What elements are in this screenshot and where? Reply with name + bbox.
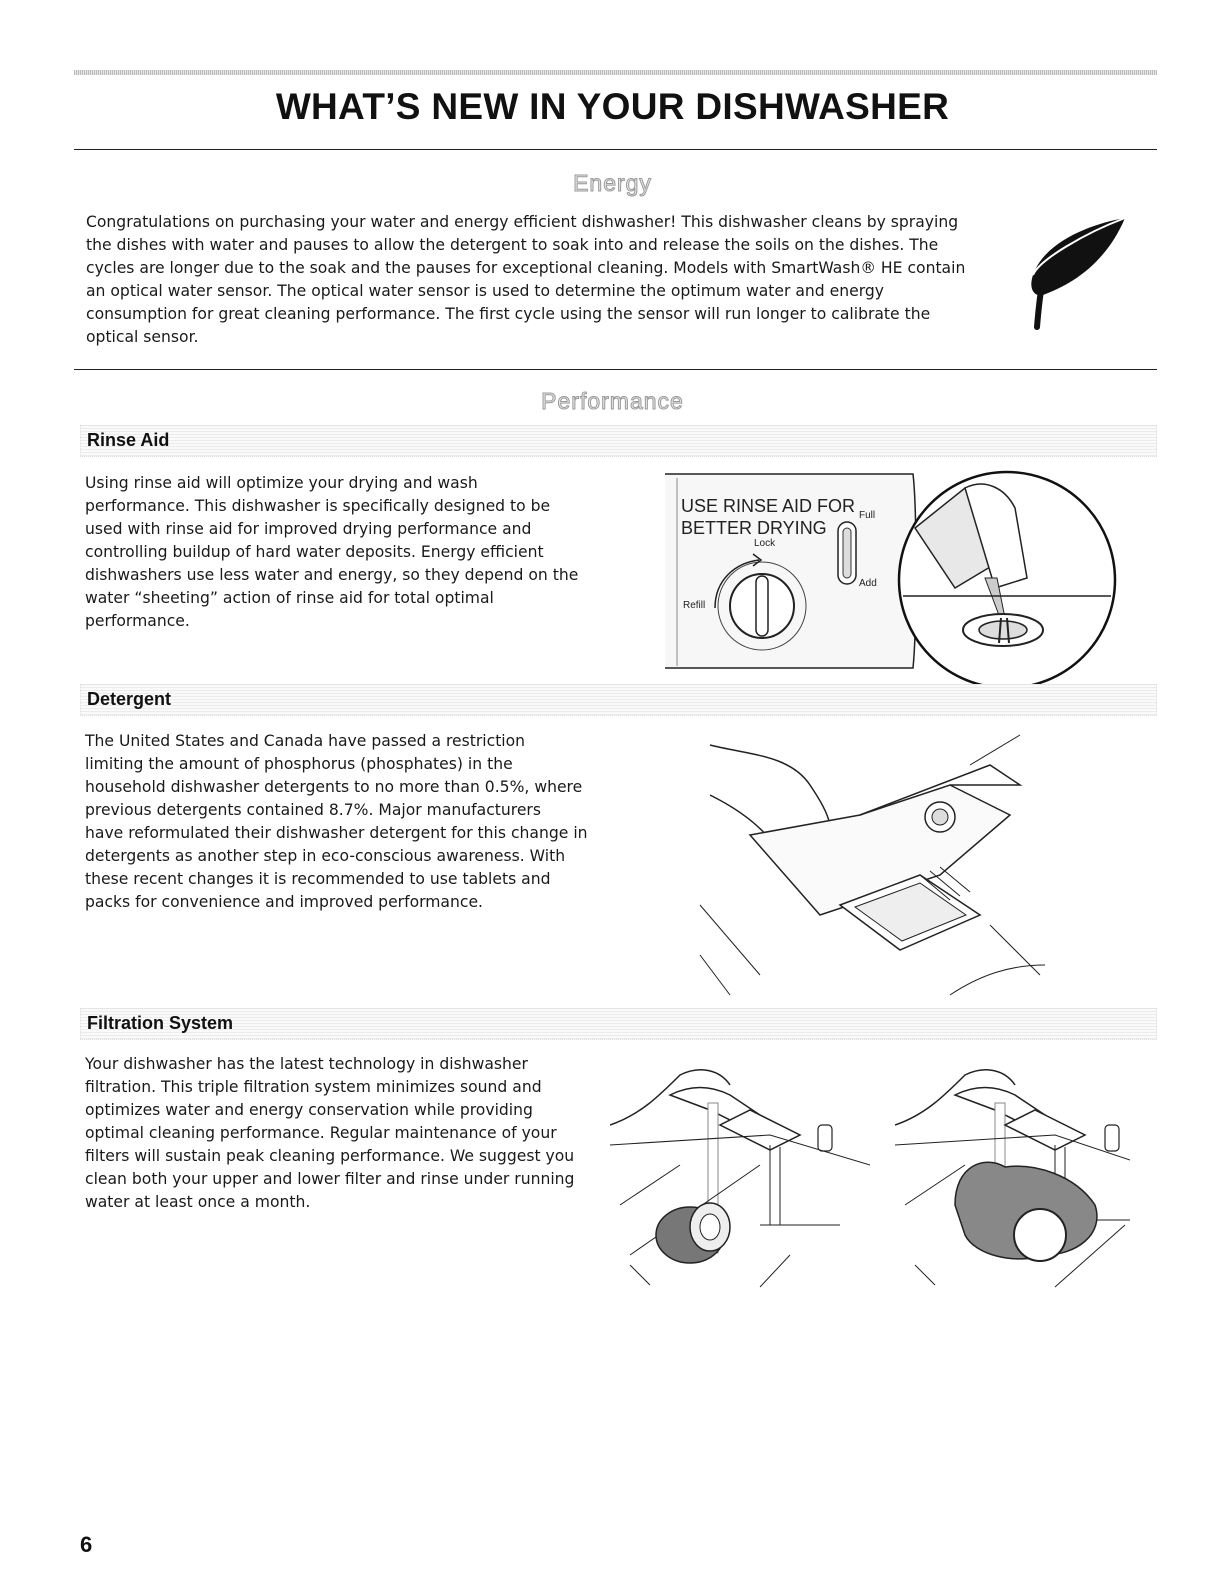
- energy-rule: [74, 369, 1157, 370]
- page-title: WHAT’S NEW IN YOUR DISHWASHER: [275, 86, 950, 127]
- leaf-icon: [1025, 215, 1135, 330]
- full-label: Full: [859, 510, 876, 521]
- rinse-aid-line: performance.: [85, 612, 190, 630]
- detergent-line: household dishwasher detergents to no more than 0.5%, where: [85, 778, 583, 796]
- filtration-line: clean both your upper and lower filter and rinse under running: [85, 1170, 575, 1188]
- filtration-line: filtration. This triple filtration system minimizes sound and: [85, 1078, 542, 1096]
- energy-line: an optical water sensor. The optical water sensor is used to determine the optimum water and energy: [86, 282, 884, 300]
- rinse-aid-paragraph: [85, 472, 625, 633]
- rinse-aid-title: Rinse Aid: [87, 430, 170, 450]
- detergent-line: The United States and Canada have passed a restriction: [85, 732, 526, 750]
- rinse-aid-line: water “sheeting” action of rinse aid for total optimal: [85, 589, 494, 607]
- rinse-aid-header-bar: [80, 425, 1157, 457]
- rinse-aid-line: controlling buildup of hard water deposits. Energy efficient: [85, 543, 544, 561]
- rinse-aid-label-line2: BETTER DRYING: [681, 518, 827, 538]
- detergent-line: have reformulated their dishwasher detergent for this change in: [85, 824, 588, 842]
- energy-line: optical sensor.: [86, 328, 199, 346]
- lock-label: Lock: [754, 538, 776, 549]
- filtration-line: filters will sustain peak cleaning performance. We suggest you: [85, 1147, 575, 1165]
- filtration-paragraph: [85, 1053, 625, 1214]
- page-number: 6: [80, 1532, 93, 1557]
- rinse-aid-line: performance. This dishwasher is specifically designed to be: [85, 497, 551, 515]
- detergent-paragraph: [85, 730, 625, 914]
- energy-line: consumption for great cleaning performance. The first cycle using the sensor will run longer to calibrate the: [86, 305, 931, 323]
- top-decorative-bar: [74, 70, 1157, 75]
- detergent-header-bar: [80, 684, 1157, 716]
- energy-line: cycles are longer due to the soak and the pauses for exceptional cleaning. Models with SmartWash® HE contain: [86, 259, 966, 277]
- detergent-line: limiting the amount of phosphorus (phosphates) in the: [85, 755, 513, 773]
- add-label: Add: [859, 578, 877, 589]
- detergent-line: packs for convenience and improved performance.: [85, 893, 483, 911]
- refill-label: Refill: [683, 600, 706, 611]
- title-rule: [74, 149, 1157, 150]
- detergent-line: these recent changes it is recommended to use tablets and: [85, 870, 551, 888]
- lower-filter-rinse-illustration: [895, 1055, 1130, 1290]
- filtration-line: optimal cleaning performance. Regular maintenance of your: [85, 1124, 557, 1142]
- rinse-aid-line: dishwashers use less water and energy, so they depend on the: [85, 566, 579, 584]
- energy-paragraph: [86, 211, 1016, 349]
- rinse-aid-line: used with rinse aid for improved drying performance and: [85, 520, 532, 538]
- performance-heading: Performance: [541, 388, 684, 414]
- rinse-aid-dispenser-illustration: [655, 468, 1155, 693]
- filtration-title: Filtration System: [87, 1013, 234, 1033]
- energy-line: Congratulations on purchasing your water and energy efficient dishwasher! This dishwasher cleans by spraying: [86, 213, 959, 231]
- rinse-aid-line: Using rinse aid will optimize your drying and wash: [85, 474, 478, 492]
- filtration-line: optimizes water and energy conservation while providing: [85, 1101, 533, 1119]
- detergent-title: Detergent: [87, 689, 172, 709]
- filtration-header-bar: [80, 1008, 1157, 1040]
- detergent-line: detergents as another step in eco-conscious awareness. With: [85, 847, 566, 865]
- filtration-line: Your dishwasher has the latest technology in dishwasher: [85, 1055, 528, 1073]
- energy-line: the dishes with water and pauses to allow the detergent to soak into and release the soils on the dishes. The: [86, 236, 939, 254]
- rinse-aid-label-line1: USE RINSE AID FOR: [681, 496, 856, 516]
- filtration-line: water at least once a month.: [85, 1193, 311, 1211]
- energy-heading: Energy: [573, 170, 652, 196]
- detergent-line: previous detergents contained 8.7%. Major manufacturers: [85, 801, 541, 819]
- upper-filter-rinse-illustration: [610, 1055, 870, 1290]
- detergent-dispenser-illustration: [690, 725, 1050, 1005]
